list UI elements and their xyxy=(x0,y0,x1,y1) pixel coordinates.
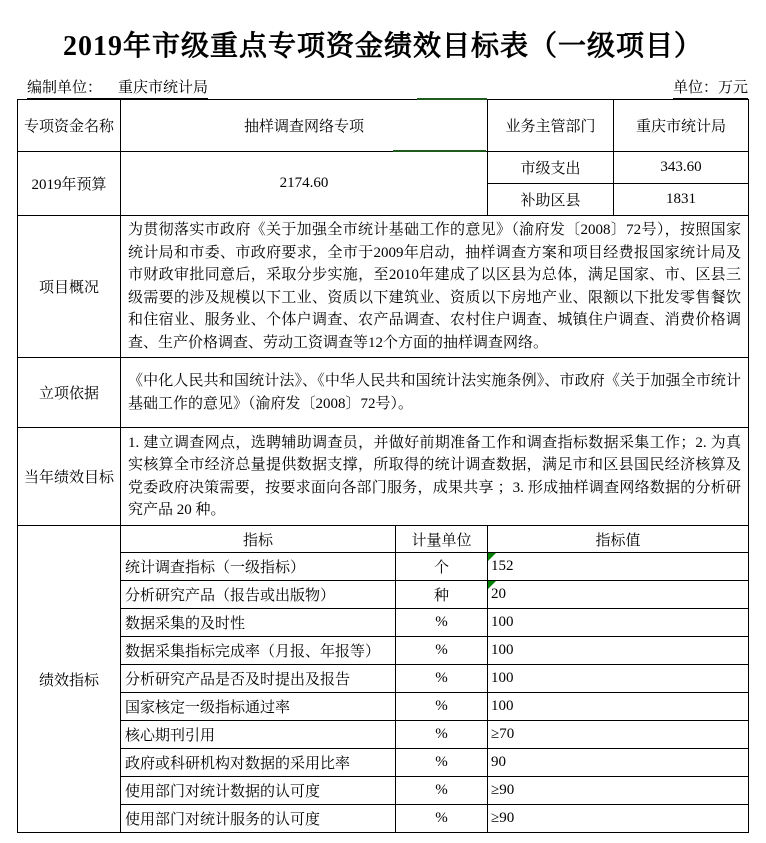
indicator-row xyxy=(18,749,749,777)
indicator-row xyxy=(18,637,749,665)
indicator-unit-cell: % xyxy=(396,805,488,833)
basis-label-cell: 立项依据 xyxy=(18,358,121,428)
performance-target-table xyxy=(17,99,749,833)
indicator-col-header: 指标 xyxy=(121,526,396,553)
city-expense-value-cell: 343.60 xyxy=(614,152,749,184)
indicator-unit-cell: % xyxy=(396,665,488,693)
indicator-name-cell: 分析研究产品是否及时提出及报告 xyxy=(121,665,396,693)
indicator-value: 20 xyxy=(491,586,507,602)
prepared-by-label: 编制单位： xyxy=(27,80,103,96)
indicator-value: 152 xyxy=(491,558,514,574)
indicator-value: 100 xyxy=(491,614,514,630)
indicator-header-row xyxy=(18,526,749,553)
goal-label-cell: 当年绩效目标 xyxy=(18,428,121,526)
indicator-value-cell xyxy=(488,581,749,609)
indicator-section-label-cell: 绩效指标 xyxy=(18,526,121,833)
green-gridline-artifact xyxy=(393,150,486,152)
fund-name-label-cell: 专项资金名称 xyxy=(18,100,121,152)
fund-name-row xyxy=(18,100,749,152)
city-expense-label-cell: 市级支出 xyxy=(488,152,614,184)
county-subsidy-value-cell: 1831 xyxy=(614,184,749,216)
indicator-value-cell xyxy=(488,553,749,581)
indicator-unit-cell: % xyxy=(396,637,488,665)
overview-label-cell: 项目概况 xyxy=(18,216,121,358)
budget-total-cell: 2174.60 xyxy=(121,152,488,216)
fund-name-value-cell: 抽样调查网络专项 xyxy=(121,100,488,152)
indicator-row xyxy=(18,805,749,833)
indicator-row xyxy=(18,721,749,749)
green-gridline-artifact xyxy=(417,98,487,100)
meta-row xyxy=(17,76,748,97)
indicator-name-cell: 使用部门对统计数据的认可度 xyxy=(121,777,396,805)
indicator-value: 100 xyxy=(491,642,514,658)
indicator-row xyxy=(18,777,749,805)
indicator-value-cell xyxy=(488,721,749,749)
budget-label-cell: 2019年预算 xyxy=(18,152,121,216)
excel-flag-icon xyxy=(488,581,496,589)
indicator-value: 100 xyxy=(491,698,514,714)
indicator-value-cell xyxy=(488,805,749,833)
indicator-value-cell xyxy=(488,637,749,665)
unit-note: 单位：万元 xyxy=(673,76,748,99)
indicator-value: ≥70 xyxy=(491,726,515,742)
basis-row xyxy=(18,358,749,428)
goal-text-cell: 1. 建立调查网点，选聘辅助调查员，并做好前期准备工作和调查指标数据采集工作；2. 为真实核算全市经济总量提供数据支撑，所取得的统计调查数据，满足市和区县国民经济核算及党委政府决策需要，按要求面向各部门服务，成果共享 ；3. 形成抽样调查网络数据的分析研究产品 20 种。 xyxy=(121,428,749,526)
indicator-unit-cell: % xyxy=(396,777,488,805)
indicator-row xyxy=(18,581,749,609)
indicator-value: ≥90 xyxy=(491,782,515,798)
indicator-row xyxy=(18,693,749,721)
indicator-value-cell xyxy=(488,609,749,637)
indicator-unit-cell: % xyxy=(396,693,488,721)
unit-col-header: 计量单位 xyxy=(396,526,488,553)
indicator-unit-cell: % xyxy=(396,721,488,749)
indicator-value-cell xyxy=(488,665,749,693)
overview-text-cell: 为贯彻落实市政府《关于加强全市统计基础工作的意见》（渝府发〔2008〕72号），按照国家统计局和市委、市政府要求，全市于2009年启动，抽样调查方案和项目经费报国家统计局及市财政审批同意后，采取分步实施，至2010年建成了以区县为总体，满足国家、市、区县三级需要的涉及规模以下工业、资质以下建筑业、资质以下房地产业、限额以下批发零售餐饮和住宿业、服务业、个体户调查、农产品调查、农村住户调查、城镇住户调查、消费价格调查、生产价格调查、劳动工资调查等12个方面的抽样调查网络。 xyxy=(121,216,749,358)
indicator-name-cell: 统计调查指标（一级指标） xyxy=(121,553,396,581)
excel-flag-icon xyxy=(488,553,496,561)
indicator-unit-cell: % xyxy=(396,609,488,637)
indicator-value: 100 xyxy=(491,670,514,686)
indicator-unit-cell: % xyxy=(396,749,488,777)
page-title: 2019年市级重点专项资金绩效目标表（一级项目） xyxy=(62,31,703,62)
county-subsidy-label-cell: 补助区县 xyxy=(488,184,614,216)
indicator-value: 90 xyxy=(491,754,507,770)
basis-text-cell: 《中化人民共和国统计法》、《中华人民共和国统计法实施条例》、市政府《关于加强全市统计基础工作的意见》（渝府发〔2008〕72号）。 xyxy=(121,358,749,428)
budget-row-city xyxy=(18,152,749,184)
indicator-value: ≥90 xyxy=(491,810,515,826)
overview-row xyxy=(18,216,749,358)
indicator-name-cell: 使用部门对统计服务的认可度 xyxy=(121,805,396,833)
indicator-name-cell: 核心期刊引用 xyxy=(121,721,396,749)
indicator-name-cell: 数据采集指标完成率（月报、年报等） xyxy=(121,637,396,665)
indicator-name-cell: 数据采集的及时性 xyxy=(121,609,396,637)
indicator-name-cell: 分析研究产品（报告或出版物） xyxy=(121,581,396,609)
prepared-by xyxy=(27,76,208,99)
prepared-by-value: 重庆市统计局 xyxy=(118,80,209,96)
dept-value-cell: 重庆市统计局 xyxy=(614,100,749,152)
indicator-value-cell xyxy=(488,777,749,805)
indicator-name-cell: 政府或科研机构对数据的采用比率 xyxy=(121,749,396,777)
value-col-header: 指标值 xyxy=(488,526,749,553)
indicator-unit-cell: 个 xyxy=(396,553,488,581)
dept-label-cell: 业务主管部门 xyxy=(488,100,614,152)
indicator-row xyxy=(18,665,749,693)
indicator-unit-cell: 种 xyxy=(396,581,488,609)
indicator-row xyxy=(18,609,749,637)
indicator-value-cell xyxy=(488,693,749,721)
goal-row xyxy=(18,428,749,526)
indicator-value-cell xyxy=(488,749,749,777)
indicator-name-cell: 国家核定一级指标通过率 xyxy=(121,693,396,721)
indicator-row xyxy=(18,553,749,581)
